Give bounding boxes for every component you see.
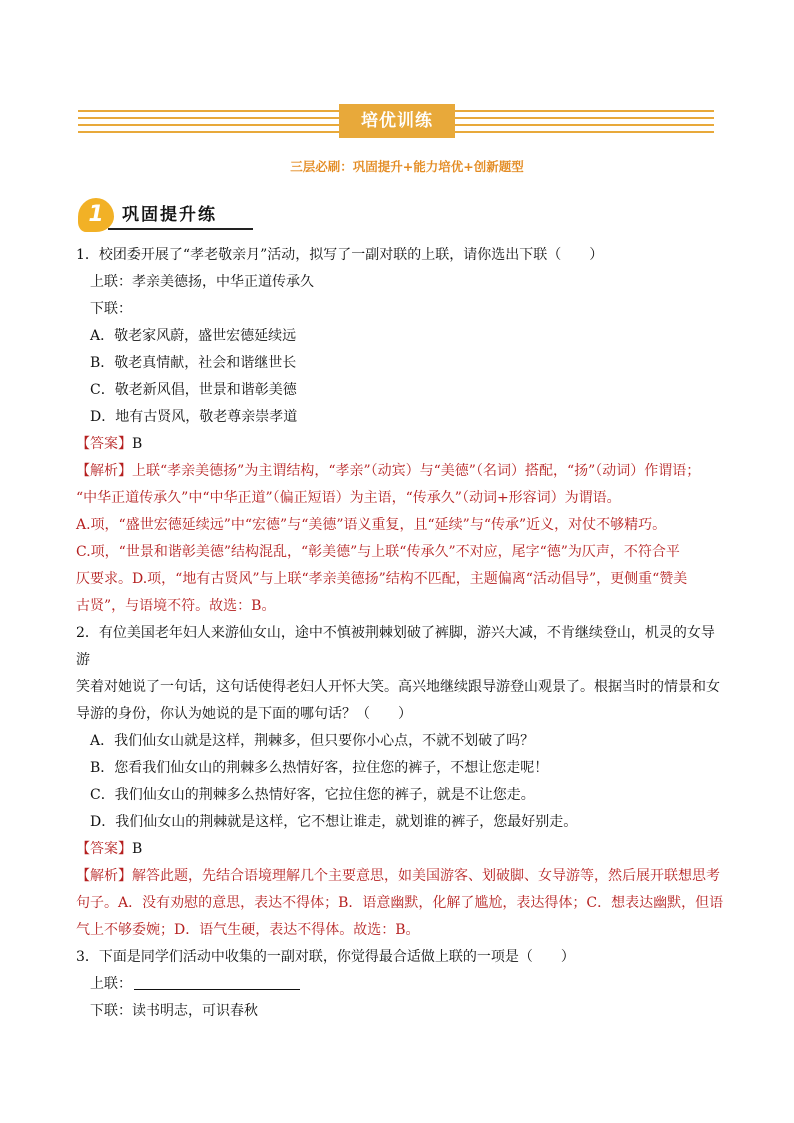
question-3-stem: 3．下面是同学们活动中收集的一副对联，你觉得最合适做上联的一项是（ ） bbox=[76, 949, 575, 965]
header-banner bbox=[78, 104, 714, 138]
question-1-explanation-line bbox=[76, 458, 724, 485]
question-1-stem: 1．校团委开展了“孝老敬亲月”活动，拟写了一副对联的上联，请你选出下联（ ） bbox=[76, 247, 604, 263]
question-2-option-a: A．我们仙女山就是这样，荆棘多，但只要你小心点，不就不划破了吗？ bbox=[90, 733, 535, 749]
section-title: 巩固提升练 bbox=[122, 205, 217, 225]
question-3-upper-couplet bbox=[76, 971, 724, 998]
explanation-text: 解答此题，先结合语境理解几个主要意思，如美国游客、划破脚、女导游等，然后展开联想思考 bbox=[132, 868, 720, 884]
question-2-explanation-line: 句子。A．没有劝慰的意思，表达不得体；B．语意幽默，化解了尴尬，表达得体；C．想表达幽默，但语 bbox=[76, 895, 724, 911]
question-1-explanation-line: C.项，“世景和谐彰美德”结构混乱，“彰美德”与上联“传承久”不对应，尾字“德”为仄声，不符合平 bbox=[76, 544, 680, 560]
banner-title: 培优训练 bbox=[339, 104, 455, 138]
answer-tag: 【答案】 bbox=[76, 436, 132, 452]
section-underline bbox=[108, 228, 253, 230]
question-1-explanation-line: “中华正道传承久”中“中华正道”（偏正短语）为主语，“传承久”（动词+形容词）为谓语。 bbox=[76, 490, 621, 506]
answer-value: B bbox=[132, 841, 143, 857]
question-1-option-a: A．敬老家风蔚，盛世宏德延续远 bbox=[90, 328, 297, 344]
question-1-lower-couplet: 下联： bbox=[90, 301, 132, 317]
answer-tag: 【答案】 bbox=[76, 841, 132, 857]
question-1-explanation-line: 仄要求。D.项，“地有古贤风”与上联“孝亲美德扬”结构不匹配，主题偏离“活动倡导”，更侧重“赞美 bbox=[76, 571, 688, 587]
answer-blank bbox=[134, 975, 300, 990]
question-list bbox=[76, 242, 724, 1025]
explanation-text: 上联“孝亲美德扬”为主谓结构，“孝亲”（动宾）与“美德”（名词）搭配，“扬”（动词）作谓语； bbox=[132, 463, 701, 479]
question-2-stem-line: 2．有位美国老年妇人来游仙女山，途中不慎被荆棘划破了裤脚，游兴大减，不肯继续登山，机灵的女导游 bbox=[76, 625, 715, 668]
explanation-tag: 【解析】 bbox=[76, 463, 132, 479]
question-2-option-b: B．您看我们仙女山的荆棘多么热情好客，拉住您的裤子，不想让您走呢！ bbox=[90, 760, 549, 776]
question-2-answer bbox=[76, 836, 724, 863]
explanation-tag: 【解析】 bbox=[76, 868, 132, 884]
question-1-upper-couplet: 上联：孝亲美德扬，中华正道传承久 bbox=[90, 274, 314, 290]
question-1-option-d: D．地有古贤风，敬老尊亲崇孝道 bbox=[90, 409, 298, 425]
question-3-lower-couplet: 下联：读书明志，可识春秋 bbox=[90, 1003, 258, 1019]
question-2-stem-line: 导游的身份，你认为她说的是下面的哪句话？（ ） bbox=[76, 706, 412, 722]
answer-value: B bbox=[132, 436, 143, 452]
question-1-explanation-line: A.项，“盛世宏德延续远”中“宏德”与“美德”语义重复，且“延续”与“传承”近义，对仗不够精巧。 bbox=[76, 517, 667, 533]
question-2-explanation-line bbox=[76, 863, 724, 890]
question-1-option-c: C．敬老新风倡，世景和谐彰美德 bbox=[90, 382, 297, 398]
question-1-answer bbox=[76, 431, 724, 458]
question-2-stem-line: 笑着对她说了一句话，这句话使得老妇人开怀大笑。高兴地继续跟导游登山观景了。根据当时的情景和女 bbox=[76, 679, 720, 695]
question-1-option-b: B．敬老真情献，社会和谐继世长 bbox=[90, 355, 297, 371]
question-2-option-d: D．我们仙女山的荆棘就是这样，它不想让谁走，就划谁的裤子，您最好别走。 bbox=[90, 814, 578, 830]
section-number-badge: 1 bbox=[78, 198, 114, 232]
question-2-explanation-line: 气上不够委婉；D．语气生硬，表达不得体。故选：B。 bbox=[76, 922, 420, 938]
question-2-option-c: C．我们仙女山的荆棘多么热情好客，它拉住您的裤子，就是不让您走。 bbox=[90, 787, 535, 803]
question-1-explanation-line: 古贤”，与语境不符。故选：B。 bbox=[76, 598, 276, 614]
page-subtitle: 三层必刷：巩固提升+能力培优+创新题型 bbox=[290, 159, 524, 174]
section-header bbox=[78, 196, 258, 234]
upper-couplet-label: 上联： bbox=[90, 976, 132, 992]
